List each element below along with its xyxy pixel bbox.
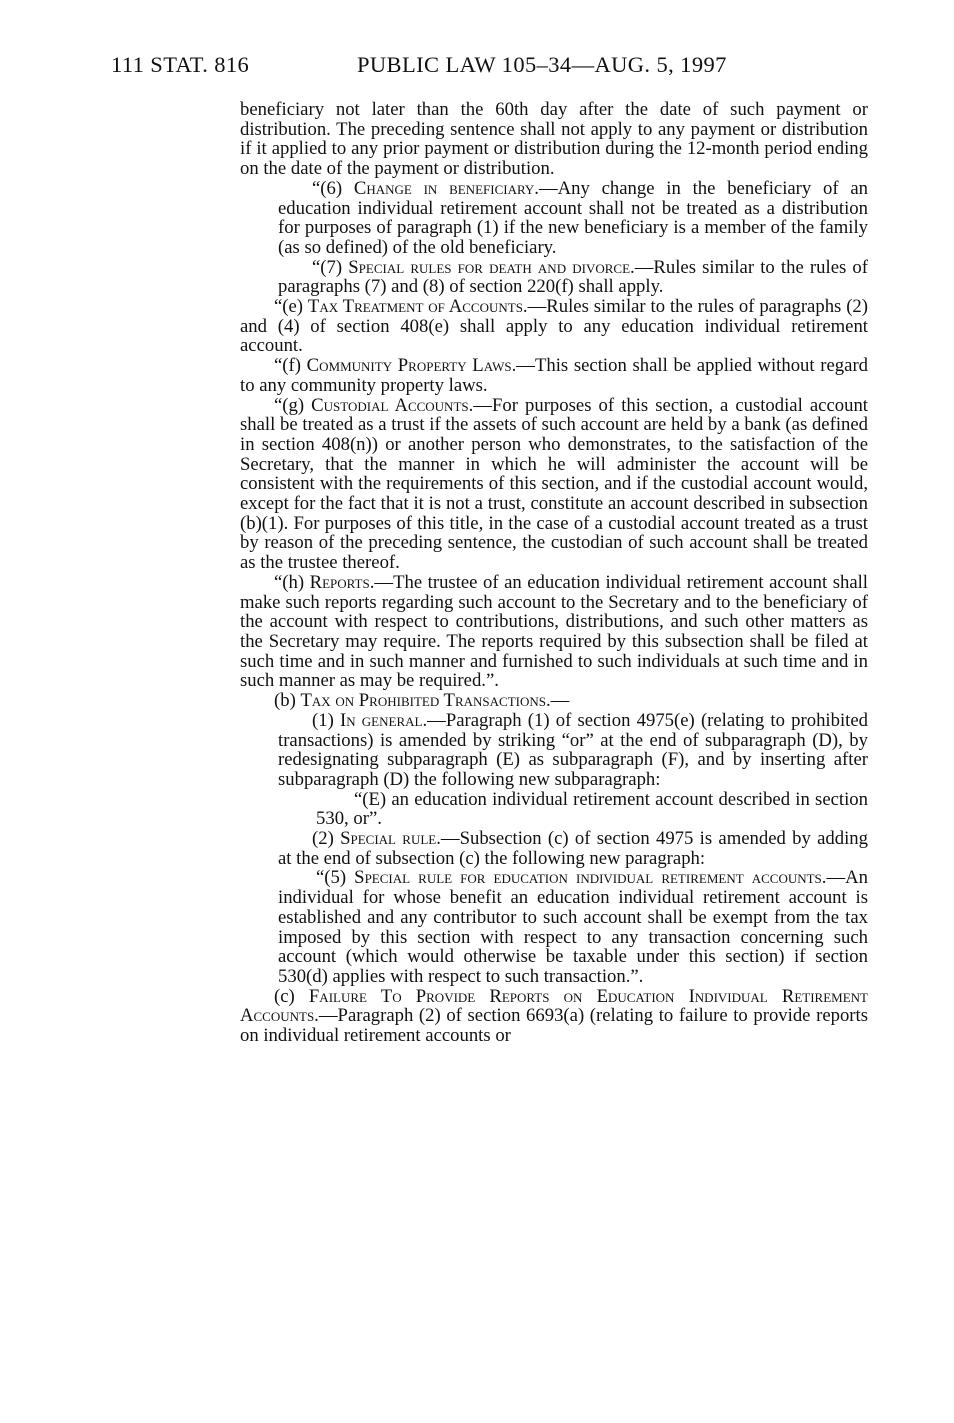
paragraph-6-heading: Change in beneficiary.	[353, 177, 539, 199]
section-b-1-heading: In general.	[339, 709, 428, 731]
section-b-1	[240, 711, 868, 790]
paragraph-continuation: beneficiary not later than the 60th day after the date of such payment or distribution. The preceding sentence shall not apply to any payment or distribution if it applied to any prior payment or distribution during the 12-month period ending on the date of the payment or distribution.	[240, 99, 868, 180]
subsection-h-heading: Reports.	[309, 571, 375, 593]
subsection-e	[240, 297, 868, 356]
public-law-citation: PUBLIC LAW 105–34—AUG. 5, 1997	[357, 52, 727, 77]
paragraph-6	[240, 179, 868, 258]
section-b	[240, 691, 868, 711]
section-b-2-paragraph-5-text: —An individual for whose benefit an education individual retirement account is established and any contributor to such account shall be exempt from the tax imposed by this section with respect to any transaction concerning such account (which would otherwise be taxable under this section) if section 530(d) applies with respect to such transaction.”.	[278, 867, 868, 987]
section-b-2-number: (2)	[312, 828, 341, 850]
subsection-f	[240, 356, 868, 395]
subsection-g-heading: Custodial Accounts.	[311, 394, 474, 416]
section-b-2-paragraph-5-heading: Special rule for education individual retirement accounts.	[354, 867, 827, 889]
subsection-f-text: —This section shall be applied without regard to any community property laws.	[240, 355, 869, 396]
section-b-2-heading: Special rule.	[340, 828, 441, 850]
section-c-text: —Paragraph (2) of section 6693(a) (relating to failure to provide reports on individual retirement accounts or	[240, 1005, 868, 1047]
section-b-2-paragraph-5-number: “(5)	[316, 867, 355, 889]
paragraph-7-text: —Rules similar to the rules of paragraphs (7) and (8) of section 220(f) shall apply.	[278, 256, 868, 298]
subsection-g-text: —For purposes of this section, a custodial account shall be treated as a trust if the assets of such account are held by a bank (as defined in section 408(n)) or another person who demonstrates, to the satisfaction of the Secretary, that the manner in which he will administer the account will be consistent with the requirements of this section, and if the custodial account would, except for the fact that it is not a trust, constitute an account described in subsection (b)(1). For purposes of this title, in the case of a custodial account treated as a trust by reason of the preceding sentence, the custodian of such account shall be treated as the trustee thereof.	[240, 394, 868, 574]
section-b-text: —	[550, 690, 570, 712]
section-b-1-subparagraph-e: “(E) an education individual retirement account described in section 530, or”.	[316, 788, 868, 830]
paragraph-6-text: —Any change in the beneficiary of an education individual retirement account shall not be treated as a distribution for purposes of paragraph (1) if the new beneficiary is a member of the family (as so defined) of the old beneficiary.	[278, 177, 868, 258]
paragraph-7-heading: Special rules for death and divorce.	[348, 256, 635, 278]
subsection-g	[240, 396, 868, 573]
paragraph-7	[240, 258, 868, 297]
subsection-e-heading: Tax Treatment of Accounts.	[307, 296, 528, 318]
section-b-1-number: (1)	[312, 709, 340, 731]
paragraph-6-number: “(6)	[312, 177, 354, 199]
section-b-number: (b)	[274, 690, 301, 712]
subsection-e-number: “(e)	[274, 296, 308, 318]
section-b-1-text: —Paragraph (1) of section 4975(e) (relating to prohibited transactions) is amended by striking “or” at the end of subparagraph (D), by redesignating subparagraph (E) as subparagraph (F), and by inserting after subparagraph (D) the following new subparagraph:	[278, 709, 868, 790]
stat-page-number: 111 STAT. 816	[111, 52, 250, 77]
subsection-f-number: “(f)	[274, 355, 307, 377]
subsection-e-text: —Rules similar to the rules of paragraphs (2) and (4) of section 408(e) shall apply to any education individual retirement account.	[240, 296, 868, 357]
subsection-h-text: —The trustee of an education individual retirement account shall make such reports regarding such account to the Secretary and to the beneficiary of the account with respect to contributions, distributions, and such other matters as the Secretary may require. The reports required by this subsection shall be filed at such time and in such manner and furnished to such individuals at such time and in such manner as may be required.”.	[240, 571, 868, 692]
section-b-2	[240, 829, 868, 868]
section-c-heading: Failure To Provide Reports on Education Individual Retirement Accounts.	[240, 985, 868, 1027]
subsection-h	[240, 573, 868, 691]
section-b-2-text: —Subsection (c) of section 4975 is amended by adding at the end of subsection (c) the following new paragraph:	[278, 828, 868, 869]
document-body	[240, 100, 868, 1046]
subsection-h-number: “(h)	[274, 571, 310, 593]
section-b-heading: Tax on Prohibited Transactions.	[300, 690, 551, 712]
paragraph-7-number: “(7)	[312, 256, 349, 278]
section-b-2-paragraph-5	[240, 868, 868, 986]
subsection-f-heading: Community Property Laws.	[306, 355, 517, 377]
page-header	[0, 52, 954, 82]
section-c	[240, 987, 868, 1046]
subsection-g-number: “(g)	[274, 394, 312, 416]
section-c-number: (c)	[274, 985, 309, 1007]
